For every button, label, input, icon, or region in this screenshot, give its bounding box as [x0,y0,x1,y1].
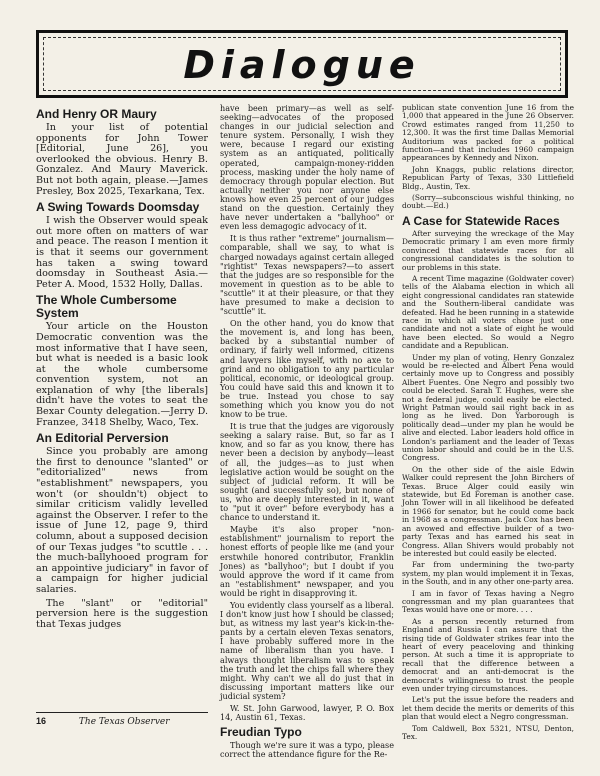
column-3 [402,104,574,744]
letter-paragraph: You evidently class yourself as a liberal. I don't know just how I should be classed; but, as witness my last year's kick-in-the-pants by a certain eleven Texas senators, I have probably suffered more in the name of liberalism than you have. I always thought liberalism was to speak the truth and let the chips fall where they might. Why can't we all do just that in discussing important matters like our judicial system? [220,599,394,701]
letter-paragraph: A recent Time magazine (Goldwater cover) tells of the Alabama election in which all eight congressional candidates ran statewide and the Southern-liberal candidate was defeated. Had he been running in a statewide race in which all voters chose just one candidate and not a slate of eight he would have been elected. So would a Negro candidate and a Republican. [402,273,574,351]
page-number: 16 [36,716,47,726]
letter-paragraph: On the other side of the aisle Edwin Walker could represent the John Birchers of Texas. Bruce Alger could easily win statewide, but Ed Foreman is another case. John Tower will in all likelihood be defeated in 1966 for senator, but he could come back in 1968 as a congressman. Jack Cox has been an avowed and effective builder of a two-party Texas and has earned his seat in Congress. Allan Shivers would probably not be interested but could easily be elected. [402,464,574,558]
letter-heading: An Editorial Perversion [36,431,169,446]
letter-heading: A Case for Statewide Races [402,213,560,228]
letter-paragraph: Let's put the issue before the readers and let them decide the merits or demerits of this plan that would elect a Negro congressman. [402,695,574,722]
letter-paragraph: Under my plan of voting, Henry Gonzalez would be re-elected and Albert Pena would certainly move up to Congress and possibly Albert Fuentes. One Negro and possibly two could be elected. Sarah T. Hughes, were she not a federal judge, could easily be elected. Wright Patman would sail right back in as long as he lived. Don Yarborough is politically dead—under my plan he would be alive and elected. Labor leaders hold office in London's parliament and the leader of Texas union labor should and could be in the U.S. Congress. [402,352,574,463]
column-2 [220,104,394,762]
banner-title: Dialogue [183,43,421,87]
letter-signature: W. St. John Garwood, lawyer, P. O. Box 14, Austin 61, Texas. [220,703,394,723]
letter-paragraph: Though we're sure it was a typo, please correct the attendance figure for the Re- [220,740,394,760]
letter-paragraph: On the other hand, you do know that the movement is, and long has been, backed by a substantial number of ordinary, if fairly well informed, citizens and lawyers like myself, with no axe to grind and no obligation to any particular political, economic, or ideological group. You could have said this and known it to be true. Instead you chose to say something which you know you do not know to be true. [220,318,394,420]
letter-paragraph: The "slant" or "editorial" perversion here is the suggestion that Texas judges [36,597,208,630]
letter-paragraph: I am in favor of Texas having a Negro congressman and my plan guarantees that Texas would have one or more. . . . [402,588,574,615]
column-1 [36,104,208,633]
letter-signature: Tom Caldwell, Box 5321, NTSU, Denton, Tex. [402,723,574,742]
letter-heading: A Swing Towards Doomsday [36,200,200,215]
page-footer [36,712,208,727]
letter-paragraph: It is thus rather "extreme" journalism—comparable, shall we say, to what is charged nowadays against certain alleged "rightist" Texas newspapers?—to assert that the judges are so responsible for the movement in question as to be able to "scuttle" it at their pleasure, or that they have presumed to make a decision to "scuttle" it. [220,233,394,317]
letter-signature: John Knaggs, public relations director, Republican Party of Texas, 330 Littlefield Bldg., Austin, Tex. [402,164,574,191]
dialogue-banner [36,30,568,98]
letter-paragraph: Far from undermining the two-party system, my plan would implement it in Texas, in the South, and in any other one-party area. [402,560,574,587]
letter-paragraph: As a person recently returned from England and Russia I can assure that the rising tide of Goldwater strikes fear into the heart of every peaceloving and thinking person. At such a time it is appropriate to recall that the difference between a democrat and an anti-democrat is the democrat's willingness to trust the people even under trying circumstances. [402,616,574,693]
letter-heading: Freudian Typo [220,725,302,740]
editor-note: (Sorry—subconscious wishful thinking, no doubt.—Ed.) [402,193,574,211]
letter-heading: And Henry OR Maury [36,107,157,121]
letter-paragraph: I wish the Observer would speak out more often on matters of war and peace. The reason I mention it is that it seems our government has taken a swing toward doomsday in Southeast Asia.—Peter A. Mood, 1532 Holly, Dallas. [36,215,208,290]
letter-paragraph: Maybe it's also proper "non-establishment" journalism to report the honest efforts of people like me (and your erstwhile honored contributor, Franklin Jones) as "ballyhoo"; but I doubt if you would approve the word if it came from an "establishment" newspaper, and you would be right in disapproving it. [220,524,394,598]
letter-paragraph: publican state convention June 16 from the 1,000 that appeared in the June 26 Observer. Crowd estimates ranged from 11,250 to 12,300. It was the first time Dallas Memorial Auditorium was packed for a political function—and that includes 1960 campaign appearances by Kennedy and Nixon. [402,103,574,163]
letter-paragraph: It is true that the judges are vigorously seeking a salary raise. But, so far as I know, and so far as you know, there has never been a decision by anybody—least of all, the judges—as to just when legislative action would be sought on the subject of judicial reform. It will be sought (and successfully so), but none of us, who are deeply interested in it, want to "put it over" before everybody has a chance to understand it. [220,421,394,523]
letter-paragraph: After surveying the wreckage of the May Democratic primary I am even more firmly convinced that statewide races for all congressional candidates is the solution to our problems in this state. [402,228,574,272]
letter-paragraph: have been primary—as well as self-seeking—advocates of the proposed changes in our judicial selection and tenure system. Personally, I wish they were, because I regard our existing system as an antiquated, politically operated, campaign-money-ridden process, masking under the holy name of democracy through popular election. But actually neither you nor anyone else knows how even 25 percent of our judges stand on the question. Certainly they have never undertaken a "ballyhoo" or even less demagogic advocacy of it. [220,103,394,232]
letter-paragraph: Your article on the Houston Democratic convention was the most informative that I have seen, but what is needed is a basic look at the whole cumbersome convention system, not an explanation of why [the liberals] didn't have the votes to seat the Bexar County delegation.—Jerry D. Franzee, 3418 Shelby, Waco, Tex. [36,321,208,428]
letter-heading: The Whole Cumbersome System [36,293,177,321]
letter-paragraph: In your list of potential opponents for John Tower [Editorial, June 26], you overlooked the obvious. Henry B. Gonzalez. And Maury Maverick. But not both again, please.—James Presley, Box 2025, Texarkana, Tex. [36,122,208,197]
letter-paragraph: Since you probably are among the first to denounce "slanted" or "editorialized" news from "establishment" newspapers, you won't (or shouldn't) object to similar criticism validly levelled against the Observer. I refer to the issue of June 12, page 9, third column, about a supposed decision of our Texas judges "to scuttle . . . the much-ballyhooed program for an appointive judiciary" in favor of a campaign for higher judicial salaries. [36,446,208,595]
masthead-name: The Texas Observer [78,717,170,727]
